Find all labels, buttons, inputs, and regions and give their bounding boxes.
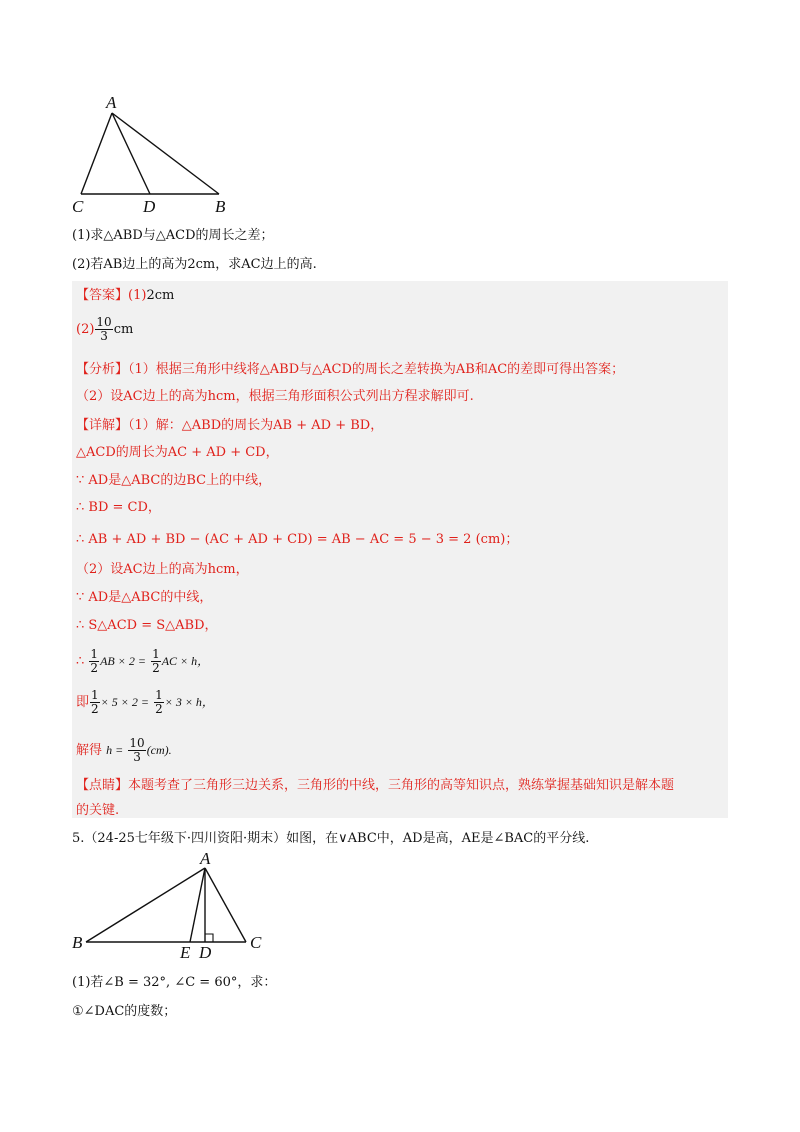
detail-line-6: （2）设AC边上的高为hcm，: [76, 562, 249, 577]
h-denominator: 3: [133, 750, 141, 764]
side-AB: [86, 868, 205, 942]
label-D: D: [199, 943, 212, 960]
analysis-line-1: [76, 361, 624, 379]
label-C: C: [72, 197, 84, 216]
answer-2-unit: cm: [113, 322, 134, 337]
detail-line-10-mid: × 5 × 2 =: [100, 695, 149, 709]
side-AB: [112, 113, 219, 194]
detail-line-7: ∵ AD是△ABC的中线，: [76, 590, 213, 605]
question-part-1: (1)求△ABD与△ACD的周长之差；: [72, 228, 274, 243]
answer-tag: 【答案】: [76, 288, 129, 303]
bisector-AE: [190, 868, 205, 942]
right-angle-mark: [205, 934, 213, 942]
detail-line-9: [76, 648, 209, 675]
detail-line-10-prefix: 即: [76, 695, 90, 710]
answer-1-value: 2cm: [146, 288, 175, 303]
label-A: A: [106, 93, 117, 112]
question-5-stem: 5.（24-25七年级下·四川资阳·期末）如图，在∨ABC中，AD是高，AE是∠BAC的平分线.: [72, 831, 590, 846]
detail-line-5: ∴ AB + AD + BD − (AC + AD + CD) = AB − AC = 5 − 3 = 2 (cm)；: [76, 532, 519, 547]
label-C: C: [250, 933, 262, 952]
half-denominator-4: 2: [155, 702, 163, 716]
detail-line-11: [76, 737, 172, 764]
comment-tag: 【点睛】: [76, 778, 129, 793]
question-5-part-1a: ①∠DAC的度数；: [72, 1004, 177, 1019]
label-B: B: [215, 197, 226, 216]
label-B: B: [72, 933, 83, 952]
answer-1-prefix: (1): [128, 288, 147, 303]
h-numerator: 10: [129, 736, 145, 750]
answer-2-numerator: 10: [96, 315, 112, 329]
half-numerator-3: 1: [91, 688, 99, 702]
detail-line-9-mid: AB × 2 =: [100, 654, 146, 668]
detail-line-9-end: AC × h，: [161, 654, 210, 668]
half-denominator: 2: [90, 661, 99, 675]
comment-line-1: [76, 777, 674, 795]
question-part-2: (2)若AB边上的高为2cm，求AC边上的高.: [72, 257, 317, 272]
median-AD: [112, 113, 150, 194]
side-AC: [205, 868, 246, 942]
answer-2-prefix: (2): [76, 322, 95, 337]
answer-2-denominator: 3: [100, 329, 108, 343]
half-denominator-2: 2: [152, 661, 160, 675]
detail-text-1: （1）解：△ABD的周长为AB + AD + BD，: [128, 418, 384, 433]
detail-line-10: [76, 689, 214, 716]
analysis-text-1: （1）根据三角形中线将△ABD与△ACD的周长之差转换为AB和AC的差即可得出答案；: [128, 362, 625, 377]
detail-line-11-prefix: 解得: [76, 743, 103, 758]
analysis-line-2: （2）设AC边上的高为hcm，根据三角形面积公式列出方程求解即可.: [76, 389, 474, 404]
answer-line-1: [76, 287, 174, 305]
half-denominator-3: 2: [91, 702, 99, 716]
detail-line-11-var: h =: [106, 743, 124, 757]
half-numerator: 1: [90, 647, 99, 661]
label-E: E: [180, 943, 191, 960]
half-numerator-2: 1: [152, 647, 160, 661]
triangle-figure-1: [70, 92, 240, 217]
question-5-part-1: (1)若∠B = 32°, ∠C = 60°，求：: [72, 975, 277, 990]
detail-line-8: ∴ S△ACD = S△ABD，: [76, 618, 218, 633]
detail-line-11-unit: (cm).: [146, 743, 172, 757]
label-D: D: [143, 197, 156, 216]
side-AC: [81, 113, 112, 194]
detail-line-9-prefix: ∴: [76, 654, 85, 669]
answer-line-2: [76, 316, 133, 343]
detail-line-1: [76, 417, 383, 435]
detail-line-2: △ACD的周长为AC + AD + CD，: [76, 445, 279, 460]
triangle-figure-2: [70, 850, 270, 960]
analysis-tag: 【分析】: [76, 362, 129, 377]
half-numerator-4: 1: [155, 688, 163, 702]
detail-line-3: ∵ AD是△ABC的边BC上的中线，: [76, 473, 272, 488]
label-A: A: [200, 850, 211, 868]
comment-text-1: 本题考查了三角形三边关系，三角形的中线，三角形的高等知识点，熟练掌握基础知识是解本题: [128, 778, 675, 793]
detail-line-10-end: × 3 × h，: [164, 695, 214, 709]
detail-tag: 【详解】: [76, 418, 129, 433]
comment-line-2: 的关键.: [76, 803, 120, 818]
detail-line-4: ∴ BD = CD，: [76, 500, 161, 515]
